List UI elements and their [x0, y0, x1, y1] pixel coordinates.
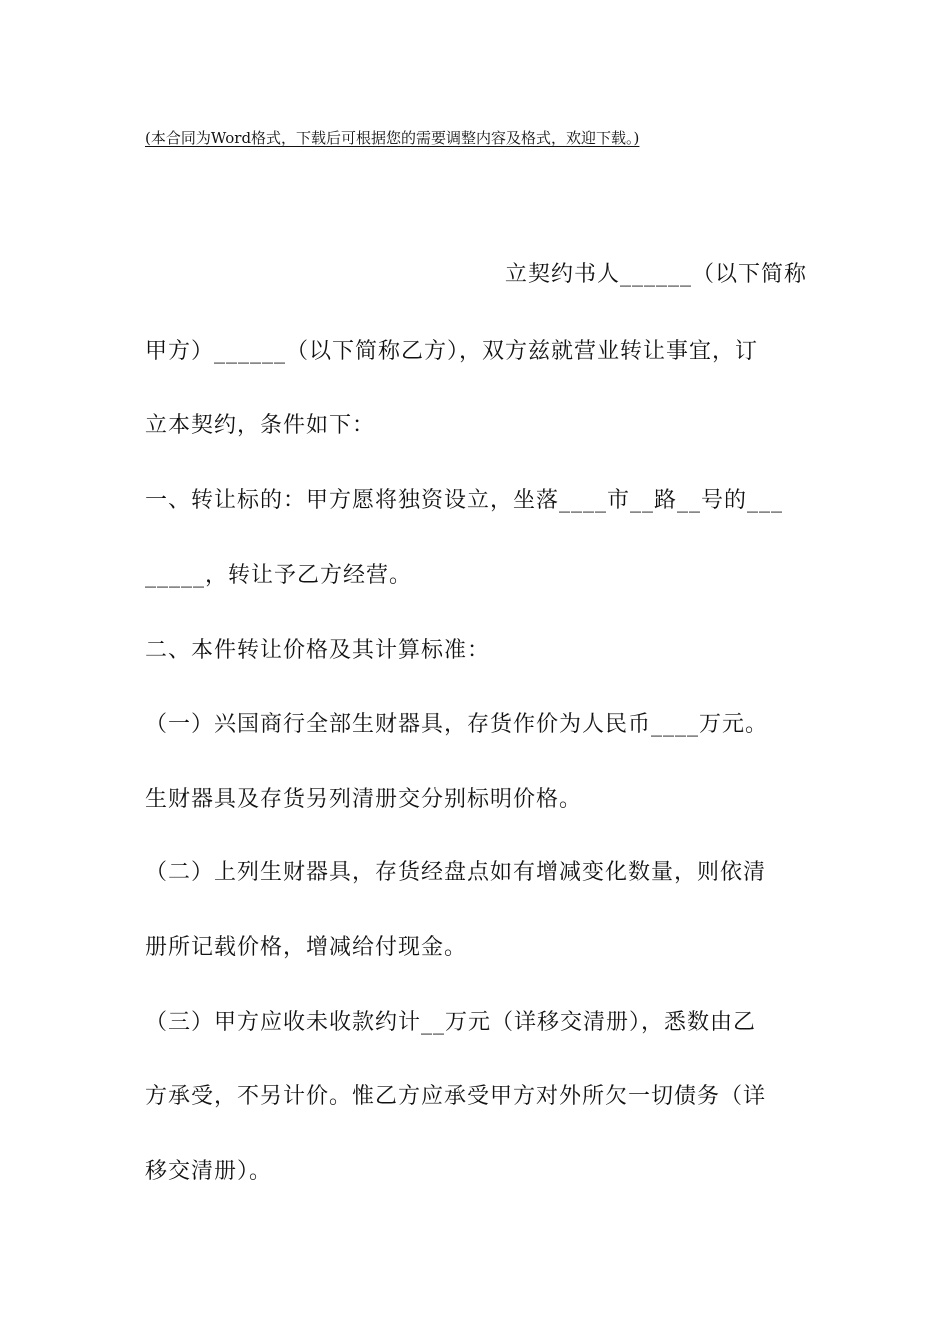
contract-text-line: 移交清册）。 [145, 1159, 273, 1184]
sub-clause: （二）上列生财器具，存货经盘点如有增减变化数量，则依清 [145, 860, 767, 885]
sub-clause: （一）兴国商行全部生财器具，存货作价为人民币____万元。 [145, 712, 769, 737]
contract-text-line: 立本契约，条件如下： [145, 413, 376, 438]
clause-heading: 一、转让标的：甲方愿将独资设立，坐落____市__路__号的___ [145, 488, 784, 513]
contract-text-line: 甲方）______（以下简称乙方），双方兹就营业转让事宜，订 [145, 339, 759, 364]
contract-text-line: _____，转让予乙方经营。 [145, 563, 413, 588]
contract-text-line: 方承受，不另计价。惟乙方应承受甲方对外所欠一切债务（详 [145, 1084, 767, 1109]
sub-clause: （三）甲方应收未收款约计__万元（详移交清册），悉数由乙 [145, 1010, 757, 1035]
contract-text-line: 生财器具及存货另列清册交分别标明价格。 [145, 787, 583, 812]
download-note: (本合同为Word格式，下载后可根据您的需要调整内容及格式，欢迎下载。) [145, 129, 640, 147]
contract-text-line: 立契约书人______（以下简称 [504, 262, 807, 287]
clause-heading: 二、本件转让价格及其计算标准： [145, 638, 491, 663]
contract-text-line: 册所记载价格，增减给付现金。 [145, 935, 468, 960]
